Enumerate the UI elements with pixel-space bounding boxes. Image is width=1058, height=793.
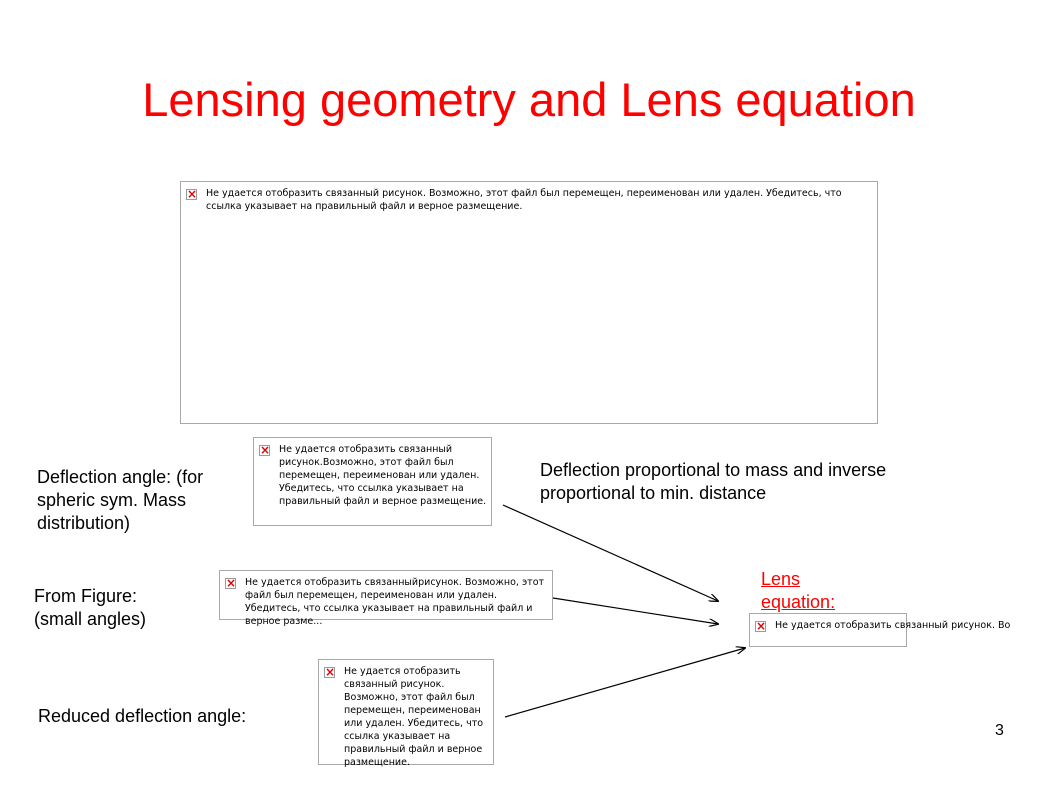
arrow-figure-to-lens — [553, 598, 718, 624]
broken-image-message: Не удается отобразить связанный рисунок. Во — [775, 620, 1011, 631]
broken-image-message: Не удается отобразить связанный рисунок. Возможно, этот файл был перемещен, переименован или удален. Убедитесь, что ссылка указывает на правильный файл и верное размещение. — [206, 188, 842, 212]
slide-title: Lensing geometry and Lens equation — [142, 73, 916, 126]
broken-image-message: Не удается отобразить связанный рисунок. Возможно, этот файл был перемещен, переименован или удален. Убедитесь, что ссылка указывает на правильный файл и верное размещение. — [344, 666, 484, 768]
reduced-deflection-label: Reduced deflection angle: — [38, 706, 247, 726]
from-figure-label: From Figure: (small angles) — [34, 586, 147, 629]
lens-equation-label[interactable]: Lens equation: — [761, 569, 836, 612]
broken-image-message: Не удается отобразить связанный рисунок.Возможно, этот файл был перемещен, переименован или удален. Убедитесь, что ссылка указывает на правильный файл и верное размещение. — [279, 444, 487, 507]
broken-image-message: Не удается отобразить связанныйрисунок. Возможно, этот файл был перемещен, переименован или удален. Убедитесь, что ссылка указывает на правильный файл и верное разме... — [245, 577, 545, 627]
arrow-reduced-to-lens — [505, 648, 745, 717]
deflection-angle-label: Deflection angle: (for spheric sym. Mass distribution) — [37, 467, 204, 533]
arrow-deflection-to-lens — [503, 505, 718, 601]
proportionality-note: Deflection proportional to mass and inverse proportional to min. distance — [540, 460, 887, 503]
page-number: 3 — [995, 722, 1004, 739]
